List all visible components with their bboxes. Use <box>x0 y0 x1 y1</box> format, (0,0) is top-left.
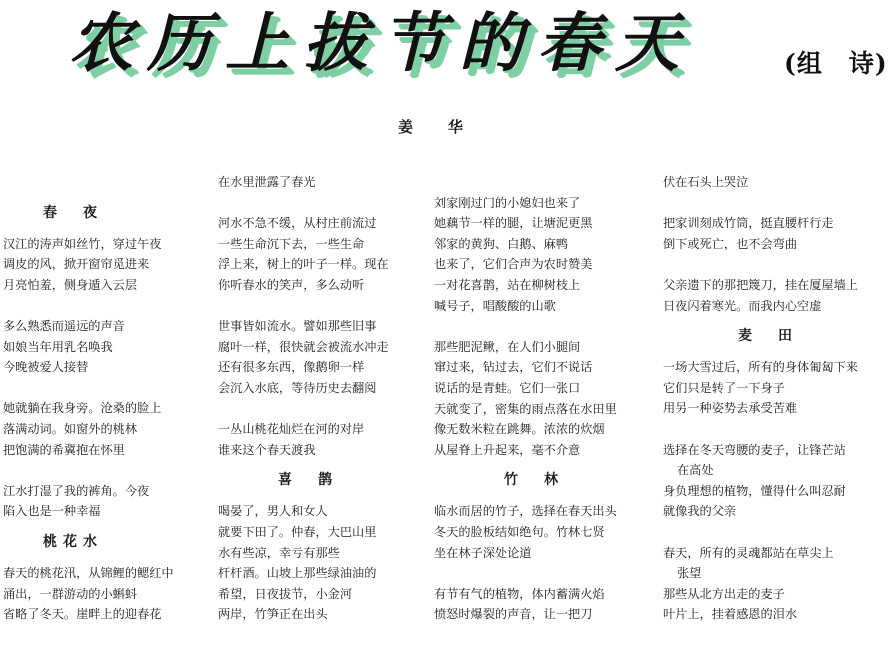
poem-line: 一些生命沉下去，一些生命 <box>218 236 365 251</box>
poem-line: 春天的桃花汛，从锦鲤的鳃红中 <box>3 565 174 580</box>
title-char: 农 <box>69 7 133 81</box>
poem-line: 愤怒时爆裂的声音，让一把刀 <box>434 607 593 622</box>
poem-line: 水有些凉，幸亏有那些 <box>218 545 340 560</box>
poem-line: 它们只是转了一下身子 <box>663 380 785 395</box>
poem-line: 在高处 <box>677 463 714 478</box>
poem-line: 天就变了，密集的雨点落在水田里 <box>434 401 617 416</box>
title-char: 天 <box>615 7 679 81</box>
poem-line: 日夜闪着寒光。而我内心空虚 <box>663 298 822 313</box>
poem-line: 涌出，一群游动的小蝌蚪 <box>3 586 138 601</box>
stanza-break <box>663 254 871 275</box>
title-subtitle: (组 诗) <box>784 49 888 78</box>
title-char: 节 <box>381 7 445 81</box>
stanza-break <box>434 316 649 337</box>
poem-line: 张望 <box>677 566 702 581</box>
poem-line: 还有很多东西，像鹅卵一样 <box>218 360 365 375</box>
poem-line: 杆杆酒。山坡上那些绿油油的 <box>218 566 377 581</box>
stanza-break <box>663 419 871 440</box>
poem-line: 会沉入水底，等待历史去翻阅 <box>218 380 377 395</box>
section-heading: 桃花水 <box>43 533 103 550</box>
stanza-break <box>3 172 218 193</box>
text-column-4 <box>663 172 871 625</box>
section-heading: 竹 林 <box>504 472 564 489</box>
poem-line: 陷入也是一种幸福 <box>3 504 101 519</box>
poem-line: 一丛山桃花灿烂在河的对岸 <box>218 422 365 437</box>
poem-line: 落满动词。如窗外的桃林 <box>3 421 138 436</box>
title-char: 历 <box>147 7 211 81</box>
stanza-break <box>3 378 218 399</box>
poem-line: 调皮的风，掀开窗帘觅进来 <box>3 257 150 272</box>
poem-line: 从屋脊上升起来，毫不介意 <box>434 442 581 457</box>
poem-line: 两岸，竹笋正在出头 <box>218 607 328 622</box>
stanza-break <box>3 295 218 316</box>
section-heading: 喜 鹊 <box>278 472 338 489</box>
poem-line: 窜过来，钻过去，它们不说话 <box>434 360 593 375</box>
poem-line: 浮上来，树上的叶子一样。现在 <box>218 257 389 272</box>
title-char: 拔 <box>303 7 367 81</box>
text-column-1 <box>3 172 218 625</box>
stanza-break <box>218 296 433 317</box>
poem-line: 冬天的脸板结如绝句。竹林七贤 <box>434 524 605 539</box>
poem-line: 刘家刚过门的小媳妇也来了 <box>434 195 581 210</box>
poem-line: 倒下或死亡，也不会弯曲 <box>663 236 798 251</box>
poem-title <box>62 2 888 92</box>
title-characters <box>62 2 686 86</box>
poem-line: 临水而居的竹子，选择在春天出头 <box>434 504 617 519</box>
poem-line: 一场大雪过后，所有的身体匍匐下来 <box>663 360 858 375</box>
stanza-break <box>3 460 218 481</box>
poem-line: 江水打湿了我的裤角。今夜 <box>3 483 150 498</box>
stanza-break <box>663 193 871 214</box>
poem-line: 就像我的父亲 <box>663 504 737 519</box>
poem-line: 坐在林子深处论道 <box>434 545 532 560</box>
poem-line: 选择在冬天弯腰的麦子，让锋芒站 <box>663 442 846 457</box>
poem-line: 伏在石头上哭泣 <box>663 175 749 189</box>
section-heading: 春 夜 <box>43 204 103 221</box>
poem-line: 她藕节一样的腿，让塘泥更黑 <box>434 216 593 231</box>
title-char: 的 <box>459 7 523 81</box>
poem-line: 就要下田了。仲春，大巴山里 <box>218 524 377 539</box>
poem-line: 腐叶一样，很快就会被流水冲走 <box>218 339 389 354</box>
poem-line: 汉江的涛声如丝竹，穿过午夜 <box>3 236 162 251</box>
stanza-break <box>663 522 871 543</box>
poem-line: 河水不急不缓，从村庄前流过 <box>218 216 377 231</box>
poem-line: 你听春水的笑声，多么动听 <box>218 277 365 292</box>
poem-line: 喊号子，唱酸酸的山歌 <box>434 298 556 313</box>
poem-line: 月亮怕羞，侧身遁入云层 <box>3 277 138 292</box>
poem-line: 那些从北方出走的麦子 <box>663 586 785 601</box>
poem-line: 像无数米粒在跳舞。浓浓的炊烟 <box>434 422 605 437</box>
poem-line: 省略了冬天。崖畔上的迎春花 <box>3 607 162 622</box>
poem-line: 也来了，它们合声为农时赞美 <box>434 257 593 272</box>
poem-line: 用另一种姿势去承受苦难 <box>663 401 798 416</box>
poem-line: 如娘当年用乳名唤我 <box>3 339 113 354</box>
poem-line: 身负理想的植物，懂得什么叫忍耐 <box>663 483 846 498</box>
poem-line: 她就躺在我身旁。沧桑的脸上 <box>3 401 162 416</box>
poem-line: 多么熟悉而遥远的声音 <box>3 318 125 333</box>
poem-line: 说话的是青蛙。它们一张口 <box>434 380 581 395</box>
poem-line: 世事皆如流水。譬如那些旧事 <box>218 319 377 334</box>
title-char: 春 <box>537 7 601 81</box>
text-column-2 <box>218 172 433 625</box>
poem-line: 邻家的黄狗、白鹅、麻鸭 <box>434 236 569 251</box>
poem-line: 在水里泄露了春光 <box>218 175 316 189</box>
stanza-break <box>434 563 649 584</box>
author-name: 姜 华 <box>397 118 473 136</box>
poem-line: 有节有气的植物，体内蓄满火焰 <box>434 586 605 601</box>
stanza-break <box>434 172 649 193</box>
section-heading: 麦 田 <box>738 328 798 345</box>
text-column-3 <box>434 172 649 625</box>
poem-line: 那些肥泥鳅，在人们小腿间 <box>434 339 581 354</box>
poem-line: 今晚被爱人接替 <box>3 360 89 375</box>
poem-line: 春天，所有的灵魂都站在草尖上 <box>663 545 834 560</box>
title-char: 上 <box>225 7 289 81</box>
poem-line: 把饱满的希冀抱在怀里 <box>3 442 125 457</box>
poem-line: 叶片上，挂着感恩的泪水 <box>663 607 798 622</box>
poem-line: 把家训刻成竹筒，挺直腰杆行走 <box>663 216 834 231</box>
poem-line: 父亲遗下的那把篾刀，挂在厦屋墙上 <box>663 277 858 292</box>
poem-line: 一对花喜鹊，站在柳树枝上 <box>434 277 581 292</box>
poem-line: 喝晏了，男人和女人 <box>218 504 328 519</box>
poem-line: 希望，日夜拔节，小金河 <box>218 586 353 601</box>
poem-line: 谁来这个春天渡我 <box>218 442 316 457</box>
stanza-break <box>218 399 433 420</box>
stanza-break <box>218 193 433 214</box>
